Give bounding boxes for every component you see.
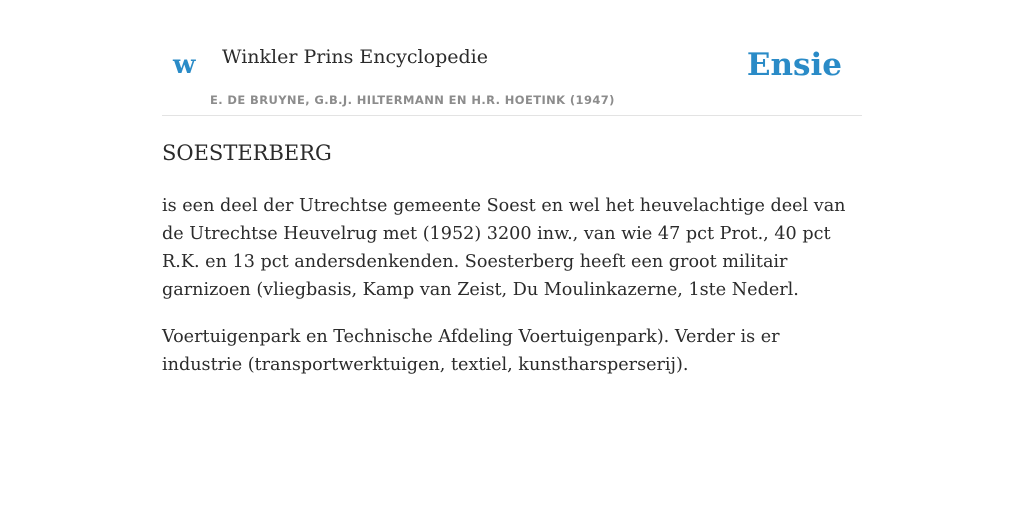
article-paragraph: Voertuigenpark en Technische Afdeling Voertuigenpark). Verder is er industrie (transportwerktuigen, textiel, kunstharsperserij). (162, 327, 780, 375)
page-container (162, 0, 862, 375)
article-title: SOESTERBERG (162, 141, 332, 165)
article-body (162, 192, 862, 398)
winkler-prins-logo[interactable]: w (173, 50, 196, 80)
source-title[interactable]: Winkler Prins Encyclopedie (222, 46, 488, 68)
article-paragraph: is een deel der Utrechtse gemeente Soest en wel het heuvelachtige deel van de Utrechtse Heuvelrug met (1952) 3200 inw., van wie 47 pct Prot., 40 pct R.K. en 13 pct andersdenkenden. Soesterberg heeft een groot militair garnizoen (vliegbasis, Kamp van Zeist, Du Moulinkazerne, 1ste Nederl. (162, 196, 846, 300)
header (162, 0, 862, 116)
ensie-logo[interactable]: Ensie (746, 47, 842, 83)
source-authors: E. DE BRUYNE, G.B.J. HILTERMANN EN H.R. HOETINK (1947) (210, 93, 615, 107)
